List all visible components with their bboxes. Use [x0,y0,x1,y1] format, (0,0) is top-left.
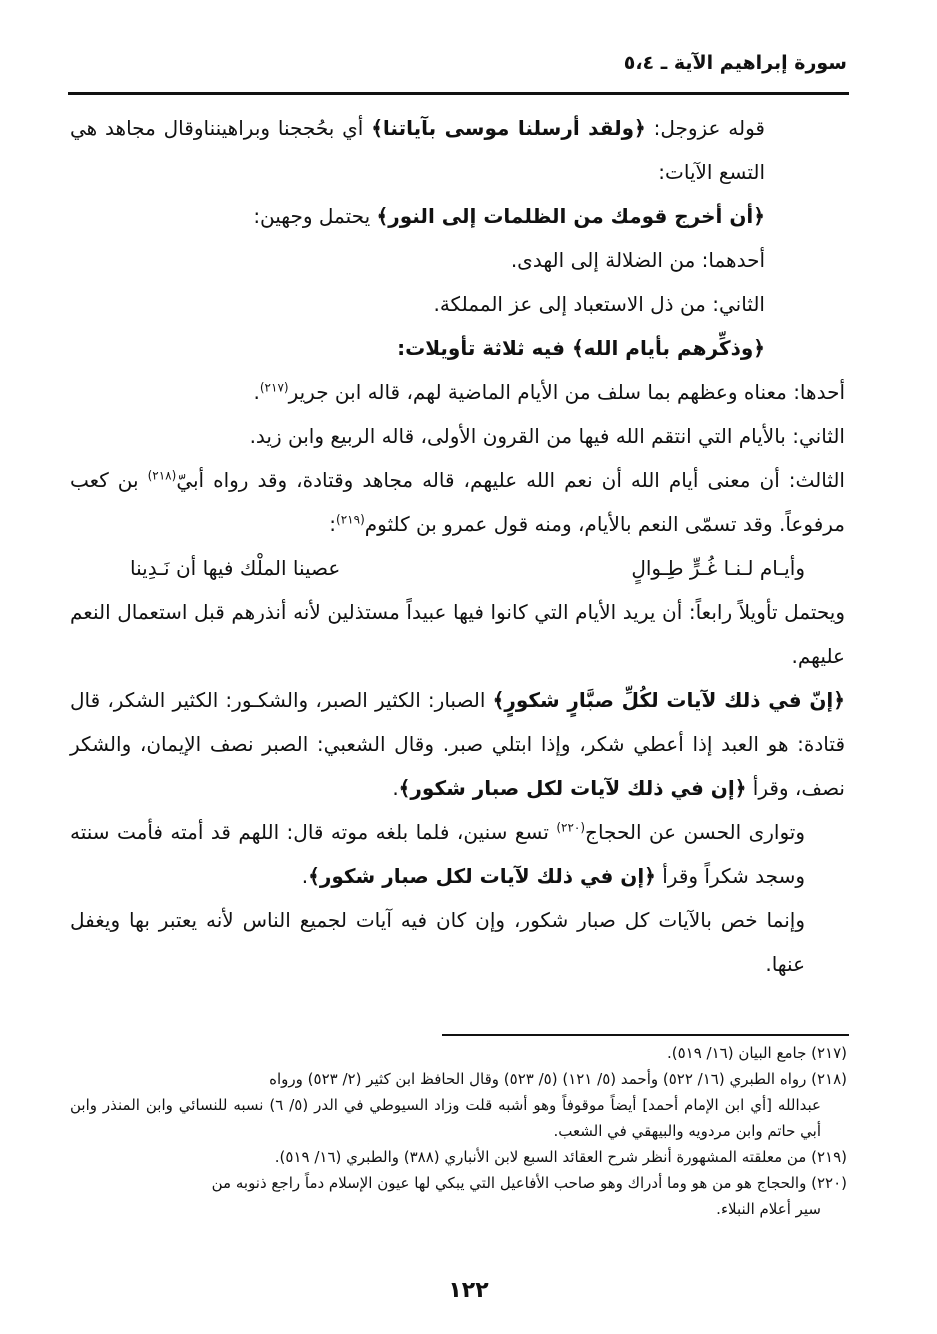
text-span: . [253,380,260,404]
poem-hemistich-left: عصينا الملْك فيها أن نَـدِينا [130,556,341,580]
paragraph-8 [70,458,845,546]
quran-verse: ﴿أن أخرج قومك من الظلمات إلى النور﴾ [376,204,765,228]
text-span: يحتمل وجهين: [253,204,377,228]
text-span: أي بحُججنا وبراهينناوقال مجاهد هي التسع الآيات: [70,116,765,184]
text-span: الصبار: الكثير الصبر، والشكـور: الكثير الشكر، قال قتادة: هو العبد إذا أعطي شكر، وإذا ابتلي صبر. وقال الشعبي: الصبر نصف الإيمان، والشكر نصف، وقرأ [70,688,845,800]
paragraph-7: الثاني: بالأيام التي انتقم الله فيها من القرون الأولى، قاله الربيع وابن زيد. [249,424,845,448]
footnote-218-continued: عبدالله [أي ابن الإمام أحمد] أيضاً موقوفاً وهو أشبه قلت وزاد السيوطي في الدر (٥/ ٦) نسبه للنسائي وابن المنذر وابن أبي حاتم وابن مردويه والبيهقي في الشعب. [70,1096,821,1140]
text-span: الثالث: أن معنى أيام الله أن نعم الله عليهم، قاله مجاهد وقتادة، وقد رواه أبيّ [176,468,845,492]
footnote-217: (٢١٧) جامع البيان (١٦/ ٥١٩). [666,1044,847,1062]
text-span: . [301,864,309,888]
quran-verse: ﴿وذكِّرهم بأيام الله﴾ [571,336,765,360]
footnote-220: (٢٢٠) والحجاج هو من هو وما أدراك وهو صاحب الأفاعيل التي يبكي لها عيون الإسلام دماً راجع ذنوبه من [211,1174,847,1192]
paragraph-9: ويحتمل تأويلاً رابعاً: أن يريد الأيام التي كانوا فيها عبيداً مستذلين لأنه أنذرهم قبل استعمال النعم عليهم. [70,600,845,668]
main-text [70,106,845,986]
paragraph-11 [70,810,845,898]
poem-verse [70,546,845,590]
text-span: وتوارى الحسن عن الحجاج [585,820,806,844]
running-header: سورة إبراهيم الآية ـ ٥،٤ [623,52,847,74]
footnote-ref: (٢١٧) [259,380,289,395]
quran-verse: ﴿ولقد أرسلنا موسى بآياتنا﴾ [371,116,646,140]
footnote-218: (٢١٨) رواه الطبري (١٦/ ٥٢٢) وأحمد (٥/ ١٢١) (٥/ ٥٢٣) وقال الحافظ ابن كثير (٢/ ٥٢٣) ورواه [269,1070,847,1088]
footnote-divider [442,1034,849,1036]
footnote-ref: (٢١٨) [147,468,177,483]
footnote-219: (٢١٩) من معلقته المشهورة أنظر شرح العقائد السبع لابن الأنباري (٣٨٨) والطبري (١٦/ ٥١٩). [274,1148,847,1166]
text-span: تسع سنين، فلما بلغه موته قال: اللهم قد أمته فأمت سنته وسجد شكراً وقرأ [70,820,805,888]
paragraph-12: وإنما خص بالآيات كل صبار شكور، وإن كان فيه آيات لجميع الناس لأنه يعتبر بها ويغفل عنها. [70,908,805,976]
paragraph-3: أحدهما: من الضلالة إلى الهدى. [510,248,765,272]
footnote-220-continued: سير أعلام النبلاء. [716,1200,821,1218]
footnote-ref: (٢٢٠) [556,820,586,835]
text-span: : [329,512,337,536]
quran-verse: ﴿إن في ذلك لآيات لكل صبار شكور﴾ [398,776,747,800]
quran-verse: ﴿إن في ذلك لآيات لكل صبار شكور﴾ [308,864,656,888]
text-span: بن كعب مرفوعاً. وقد تسمّى النعم بالأيام، ومنه قول عمرو بن كلثوم [70,468,845,536]
poem-hemistich-right: وأيـام لـنـا غُـرٍّ طِـوالٍ [631,556,805,580]
footnote-ref: (٢١٩) [336,512,365,527]
paragraph-1 [70,106,845,194]
header-divider [68,92,849,95]
quran-verse: ﴿إنّ في ذلك لآيات لكُلِّ صبَّارٍ شكورٍ﴾ [492,688,846,712]
footnotes [70,1040,847,1222]
paragraph-5 [70,326,845,370]
text-span: أحدها: معناه وعظهم بما سلف من الأيام الماضية لهم، قاله ابن جرير [288,380,845,404]
paragraph-6 [70,370,845,414]
paragraph-4: الثاني: من ذل الاستعباد إلى عز المملكة. [433,292,765,316]
text-span: قوله عزوجل: [645,116,765,140]
paragraph-2 [70,194,845,238]
paragraph-10 [70,678,845,810]
page-number: ١٢٢ [448,1278,489,1303]
text-span: . [392,776,399,800]
text-span: فيه ثلاثة تأويلات: [397,336,572,360]
